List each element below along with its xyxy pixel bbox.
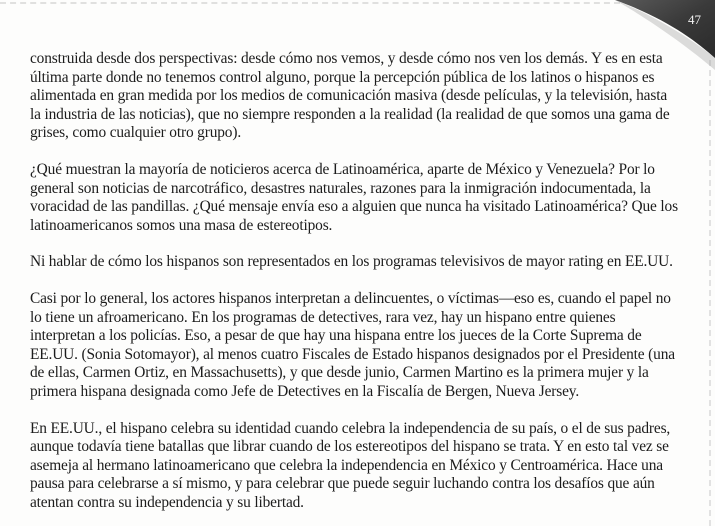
paragraph-3: Ni hablar de cómo los hispanos son representados en los programas televisivos de mayor rating en EE.UU.	[30, 253, 673, 271]
paragraph-5: En EE.UU., el hispano celebra su identidad cuando celebra la independencia de su país, o el de sus padres, aunque todavía tiene batallas que librar cuando de los estereotipos del hispano se trata. Y en esto tal vez se asemeja al hermano latinoamericano que celebra la independencia en México y Centroamérica. Hace una pausa para celebrarse a sí mismo, y para celebrar que puede seguir luchando contra los desafíos que aún atentan contra su independencia y su libertad.	[30, 419, 671, 511]
paragraph-4: Casi por lo general, los actores hispanos interpretan a delincuentes, o víctimas—eso es, cuando el papel no lo tiene un afroamericano. En los programas de detectives, rara vez, hay un hispano entre quienes interpretan a los policías. Eso, a pesar de que hay una hispana entre los jueces de la Corte Suprema de EE.UU. (Sonia Sotomayor), al menos cuatro Fiscales de Estado hispanos designados por el Presidente (una de ellas, Carmen Ortiz, en Massachusetts), y que desde junio, Carmen Martino es la primera mujer y la primera hispana designada como Jefe de Detectives en la Fiscalía de Bergen, Nueva Jersey.	[30, 289, 675, 400]
paragraph-1: construida desde dos perspectivas: desde cómo nos vemos, y desde cómo nos ven los demás. Y es en esta última parte donde no tenemos control alguno, porque la percepción pública de los latinos o hispanos es alimentada en gran medida por los medios de comunicación masiva (desde películas, y la televisión, hasta la industria de las noticias), que no siempre responden a la realidad (la realidad de que somos una gama de grises, como cualquier otro grupo).	[30, 50, 670, 142]
body-text	[30, 50, 680, 526]
page-top-edge	[0, 2, 620, 12]
page-right-edge	[703, 60, 711, 526]
paragraph-2: ¿Qué muestran la mayoría de noticieros acerca de Latinoamérica, aparte de México y Venezuela? Por lo general son noticias de narcotráfico, desastres naturales, razones para la inmigración indocumentada, la voracidad de las pandillas. ¿Qué mensaje envía eso a alguien que nunca ha visitado Latinoamérica? Que los latinoamericanos somos una masa de estereotipos.	[30, 160, 678, 234]
page-number: 47	[688, 12, 701, 27]
